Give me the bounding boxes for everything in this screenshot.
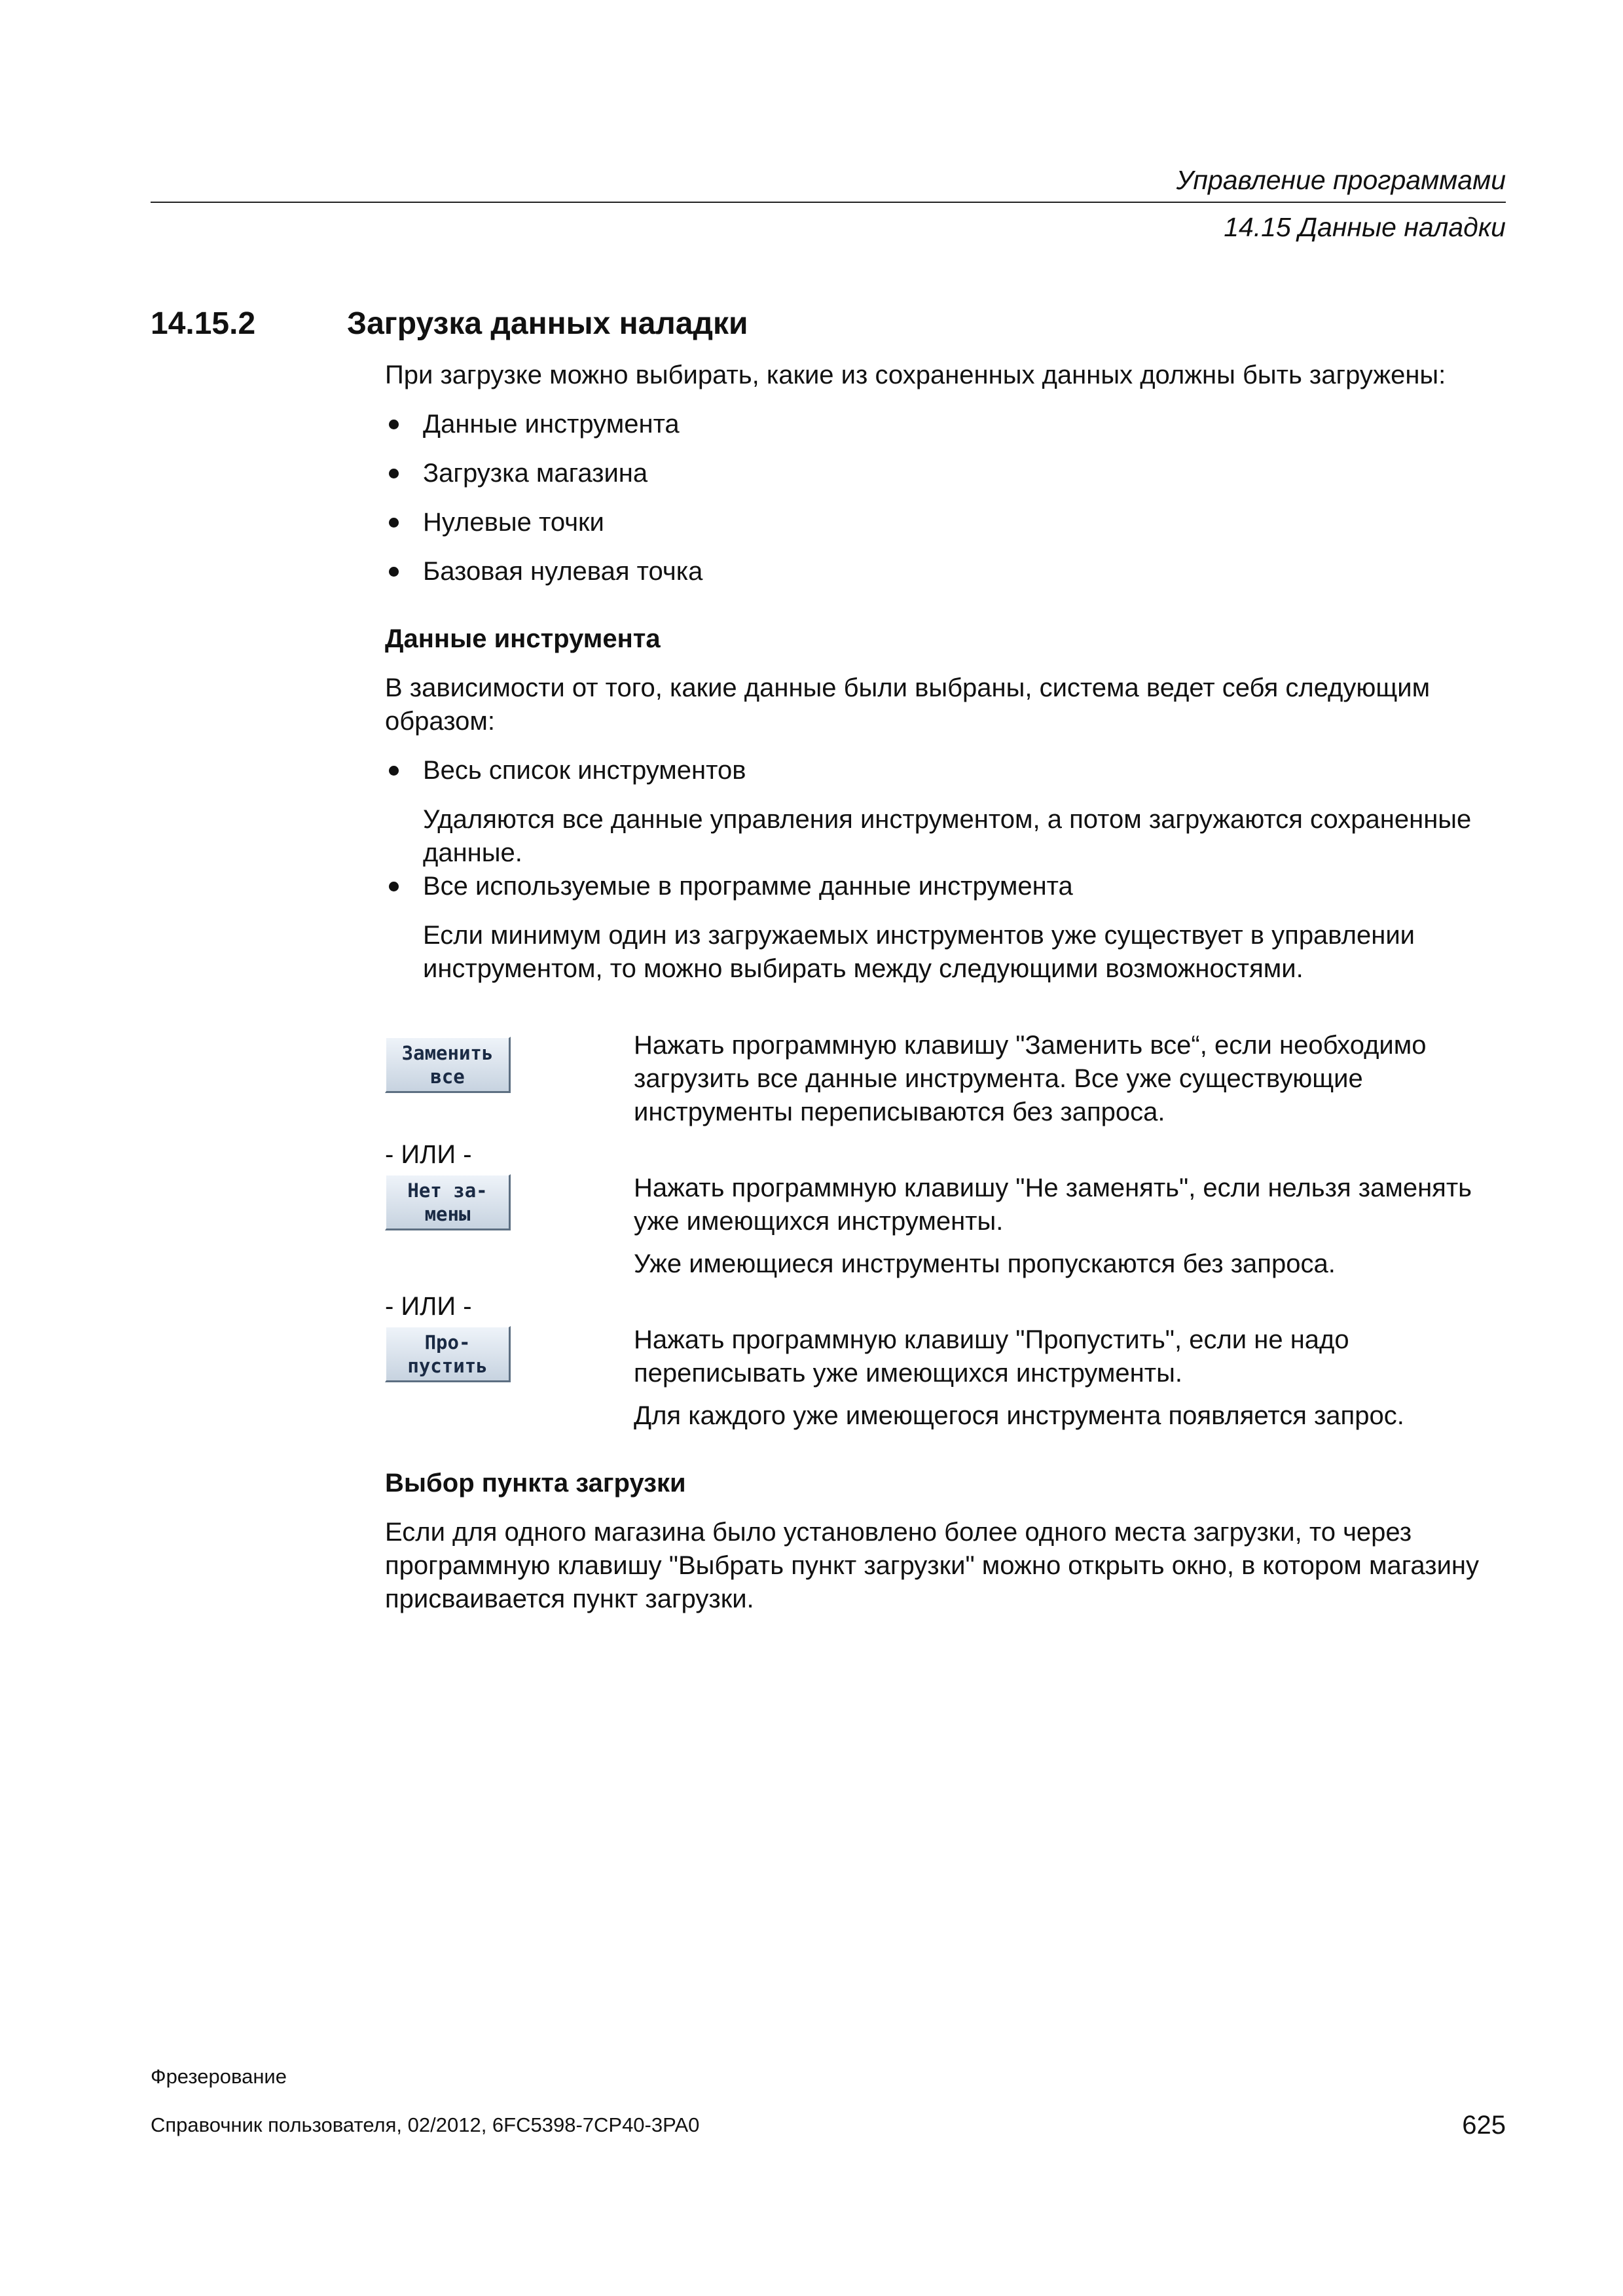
list-item: Весь список инструментов — [385, 754, 1511, 787]
list-item: Нулевые точки — [385, 506, 1511, 539]
option-description: Если минимум один из загружаемых инструментов уже существует в управлении инструментом, то можно выбирать между следующими возможностями. — [423, 921, 1415, 983]
section-number: 14.15.2 — [151, 306, 256, 341]
or-separator: - ИЛИ - — [385, 1140, 472, 1169]
no-replace-note: Уже имеющиеся инструменты пропускаются без запроса. — [634, 1249, 1336, 1278]
list-item: Данные инструмента — [385, 408, 1511, 441]
page-footer — [151, 2062, 1506, 2140]
section-heading — [151, 304, 748, 344]
page-content — [385, 359, 1511, 1616]
no-replace-description: Нажать программную клавишу "Не заменять", если нельзя заменять уже имеющихся инструменты. — [634, 1174, 1472, 1236]
tool-data-options — [385, 870, 1511, 903]
or-separator: - ИЛИ - — [385, 1292, 472, 1321]
intro-paragraph: При загрузке можно выбирать, какие из сохраненных данных должны быть загружены: — [385, 361, 1446, 389]
no-replace-softkey[interactable]: Нет за- мены — [385, 1174, 511, 1230]
section-title: Загрузка данных наладки — [347, 306, 748, 341]
list-item: Базовая нулевая точка — [385, 555, 1511, 588]
replace-all-softkey[interactable]: Заменить все — [385, 1037, 511, 1093]
skip-description: Нажать программную клавишу "Пропустить", если не надо переписывать уже имеющихся инструменты. — [634, 1325, 1349, 1388]
running-header — [151, 164, 1506, 243]
replace-all-description: Нажать программную клавишу "Заменить все“, если необходимо загрузить все данные инструмента. Все уже существующие инструменты переписываются без запроса. — [634, 1031, 1427, 1126]
footer-product: Фрезерование — [151, 2065, 287, 2088]
chapter-title: Управление программами — [151, 164, 1506, 203]
load-point-heading: Выбор пункта загрузки — [385, 1469, 686, 1498]
list-item: Все используемые в программе данные инструмента — [385, 870, 1511, 903]
option-description: Удаляются все данные управления инструментом, а потом загружаются сохраненные данные. — [423, 805, 1472, 867]
softkey-row-replace-all — [385, 1029, 1511, 1129]
footer-manual: Справочник пользователя, 02/2012, 6FC5398-7CP40-3PA0 — [151, 2113, 700, 2136]
tool-data-heading: Данные инструмента — [385, 624, 661, 653]
softkey-row-skip — [385, 1323, 1511, 1433]
tool-data-paragraph: В зависимости от того, какие данные были выбраны, система ведет себя следующим образом: — [385, 673, 1431, 736]
load-point-paragraph: Если для одного магазина было установлено более одного места загрузки, то через программную клавишу "Выбрать пункт загрузки" можно открыть окно, в котором магазину присваивается пункт загрузки. — [385, 1518, 1479, 1613]
tool-data-options — [385, 754, 1511, 787]
list-item: Загрузка магазина — [385, 457, 1511, 490]
softkey-section — [385, 1029, 1511, 1433]
softkey-row-no-replace — [385, 1172, 1511, 1281]
skip-note: Для каждого уже имеющегося инструмента появляется запрос. — [634, 1401, 1404, 1430]
section-reference: 14.15 Данные наладки — [1224, 212, 1506, 242]
load-items-list — [385, 408, 1511, 588]
page-number: 625 — [1462, 2111, 1506, 2140]
skip-softkey[interactable]: Про- пустить — [385, 1326, 511, 1382]
